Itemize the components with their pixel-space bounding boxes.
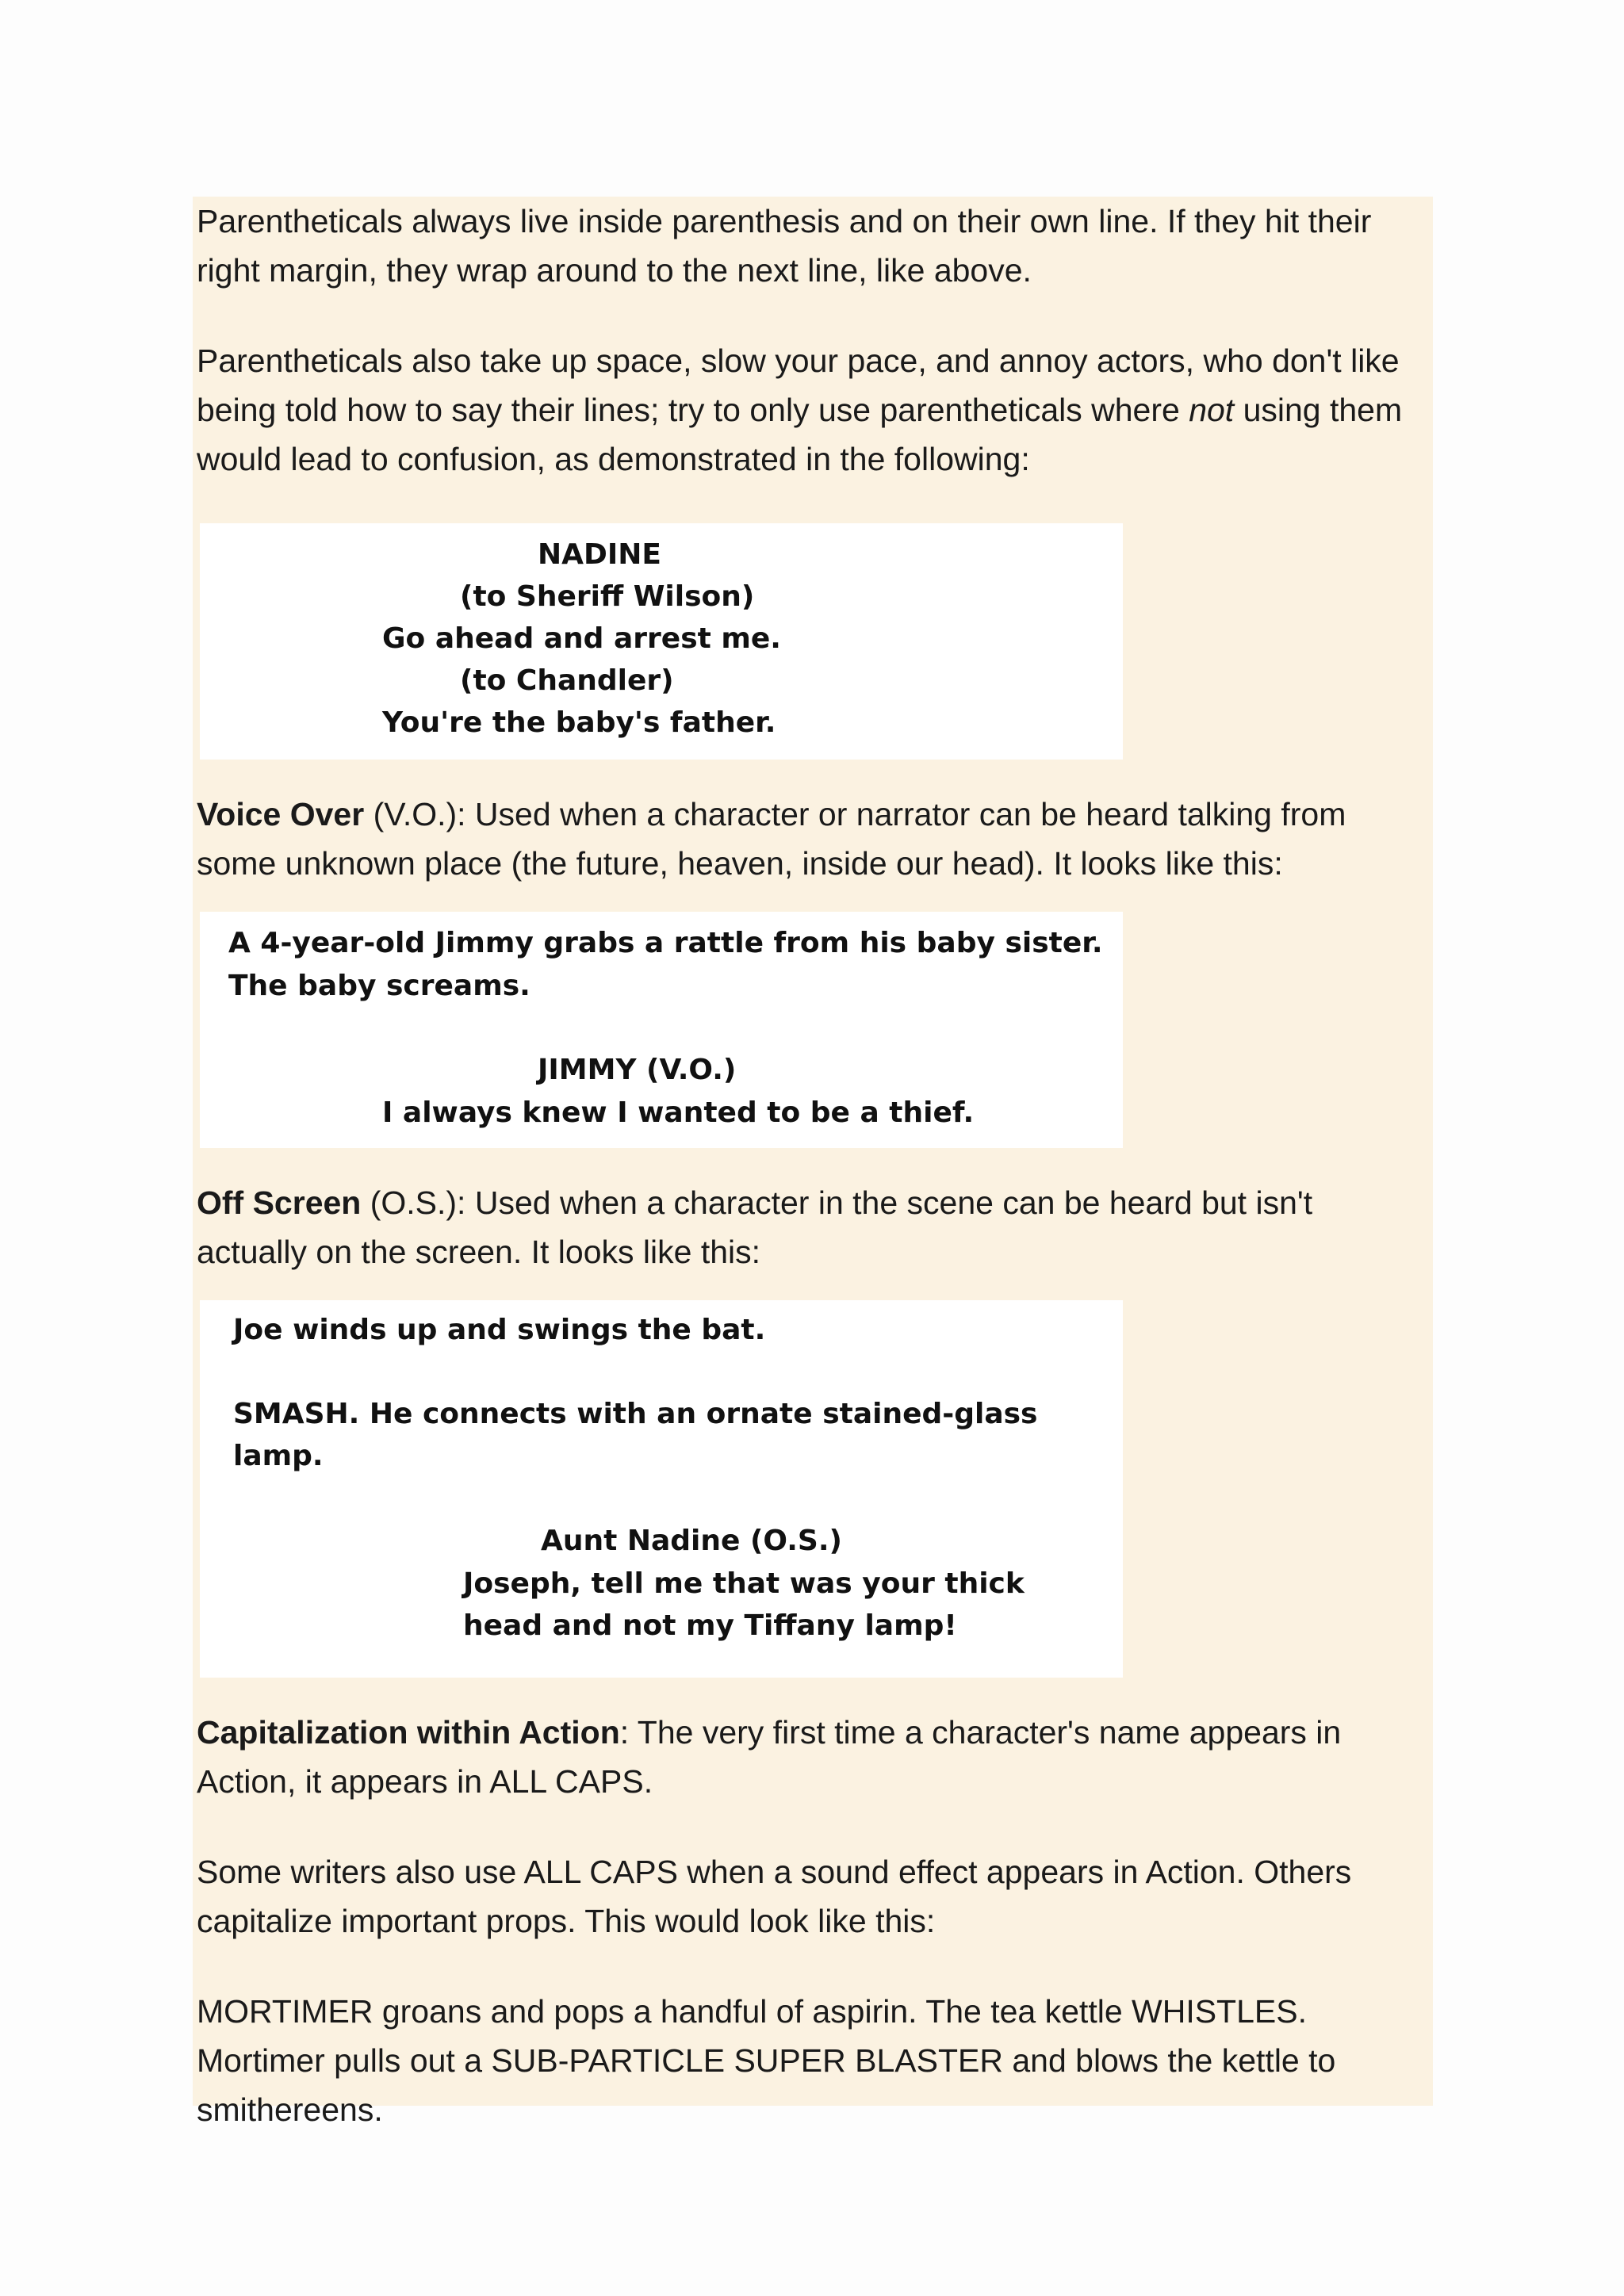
paragraph-pace-line1: Parentheticals also take up space, slow your pace, and annoy actors, who don't like — [197, 342, 1400, 379]
paragraph-mortimer-line2: Mortimer pulls out a SUB-PARTICLE SUPER BLASTER and blows the kettle to — [197, 2042, 1336, 2079]
example-action: lamp. — [233, 1440, 324, 1472]
paragraph-pace-line2 — [197, 385, 1434, 434]
screenplay-example-off-screen — [200, 1300, 1123, 1678]
term-capitalization: Capitalization within Action — [197, 1714, 620, 1751]
example-character-name: Aunt Nadine (O.S.) — [541, 1525, 842, 1557]
paragraph-off-screen-line2: actually on the screen. It looks like this: — [197, 1234, 761, 1270]
term-voice-over: Voice Over — [197, 796, 365, 832]
screenplay-example-voice-over — [200, 912, 1123, 1148]
paragraph-parentheticals-line2: right margin, they wrap around to the next line, like above. — [197, 252, 1032, 289]
example-action: A 4-year-old Jimmy grabs a rattle from his baby sister. — [228, 927, 1103, 959]
text-span: : The very first time a character's name appears in — [619, 1714, 1342, 1751]
screenplay-example-parenthetical — [200, 523, 1123, 760]
example-parenthetical: (to Sheriff Wilson) — [460, 580, 755, 613]
paragraph-parentheticals-line1: Parentheticals always live inside parenthesis and on their own line. If they hit their — [197, 203, 1372, 239]
paragraph-sound-effects-line1: Some writers also use ALL CAPS when a sound effect appears in Action. Others — [197, 1854, 1352, 1890]
text-span: using them — [1234, 392, 1403, 428]
example-character-name: NADINE — [538, 538, 661, 571]
paragraph-sound-effects-line2: capitalize important props. This would look like this: — [197, 1903, 936, 1939]
example-action: SMASH. He connects with an ornate stained-glass — [233, 1398, 1038, 1430]
paragraph-capitalization-line2: Action, it appears in ALL CAPS. — [197, 1763, 653, 1800]
term-off-screen: Off Screen — [197, 1184, 362, 1221]
paragraph-mortimer-line1: MORTIMER groans and pops a handful of aspirin. The tea kettle WHISTLES. — [197, 1993, 1307, 2030]
example-action: Joe winds up and swings the bat. — [233, 1314, 766, 1346]
paragraph-voice-over-line1 — [197, 790, 1434, 839]
paragraph-off-screen-line1 — [197, 1178, 1434, 1227]
example-action: The baby screams. — [228, 970, 530, 1002]
example-dialogue: Joseph, tell me that was your thick — [463, 1567, 1025, 1600]
example-dialogue: Go ahead and arrest me. — [382, 622, 781, 655]
paragraph-voice-over-line2: some unknown place (the future, heaven, inside our head). It looks like this: — [197, 845, 1283, 882]
example-dialogue: You're the baby's father. — [382, 706, 776, 739]
emphasis-not: not — [1189, 392, 1235, 428]
text-span: (V.O.): Used when a character or narrator can be heard talking from — [364, 796, 1346, 832]
paragraph-capitalization-line1 — [197, 1708, 1434, 1757]
example-dialogue: I always knew I wanted to be a thief. — [382, 1096, 975, 1129]
example-parenthetical: (to Chandler) — [460, 664, 674, 697]
example-dialogue: head and not my Tiffany lamp! — [463, 1609, 957, 1642]
text-span: being told how to say their lines; try to only use parentheticals where — [197, 392, 1189, 428]
paragraph-mortimer-line3: smithereens. — [197, 2091, 383, 2128]
paragraph-pace-line3: would lead to confusion, as demonstrated in the following: — [197, 441, 1030, 477]
document-body — [197, 197, 1434, 2134]
example-character-name: JIMMY (V.O.) — [538, 1054, 737, 1086]
text-span: (O.S.): Used when a character in the scene can be heard but isn't — [361, 1184, 1313, 1221]
